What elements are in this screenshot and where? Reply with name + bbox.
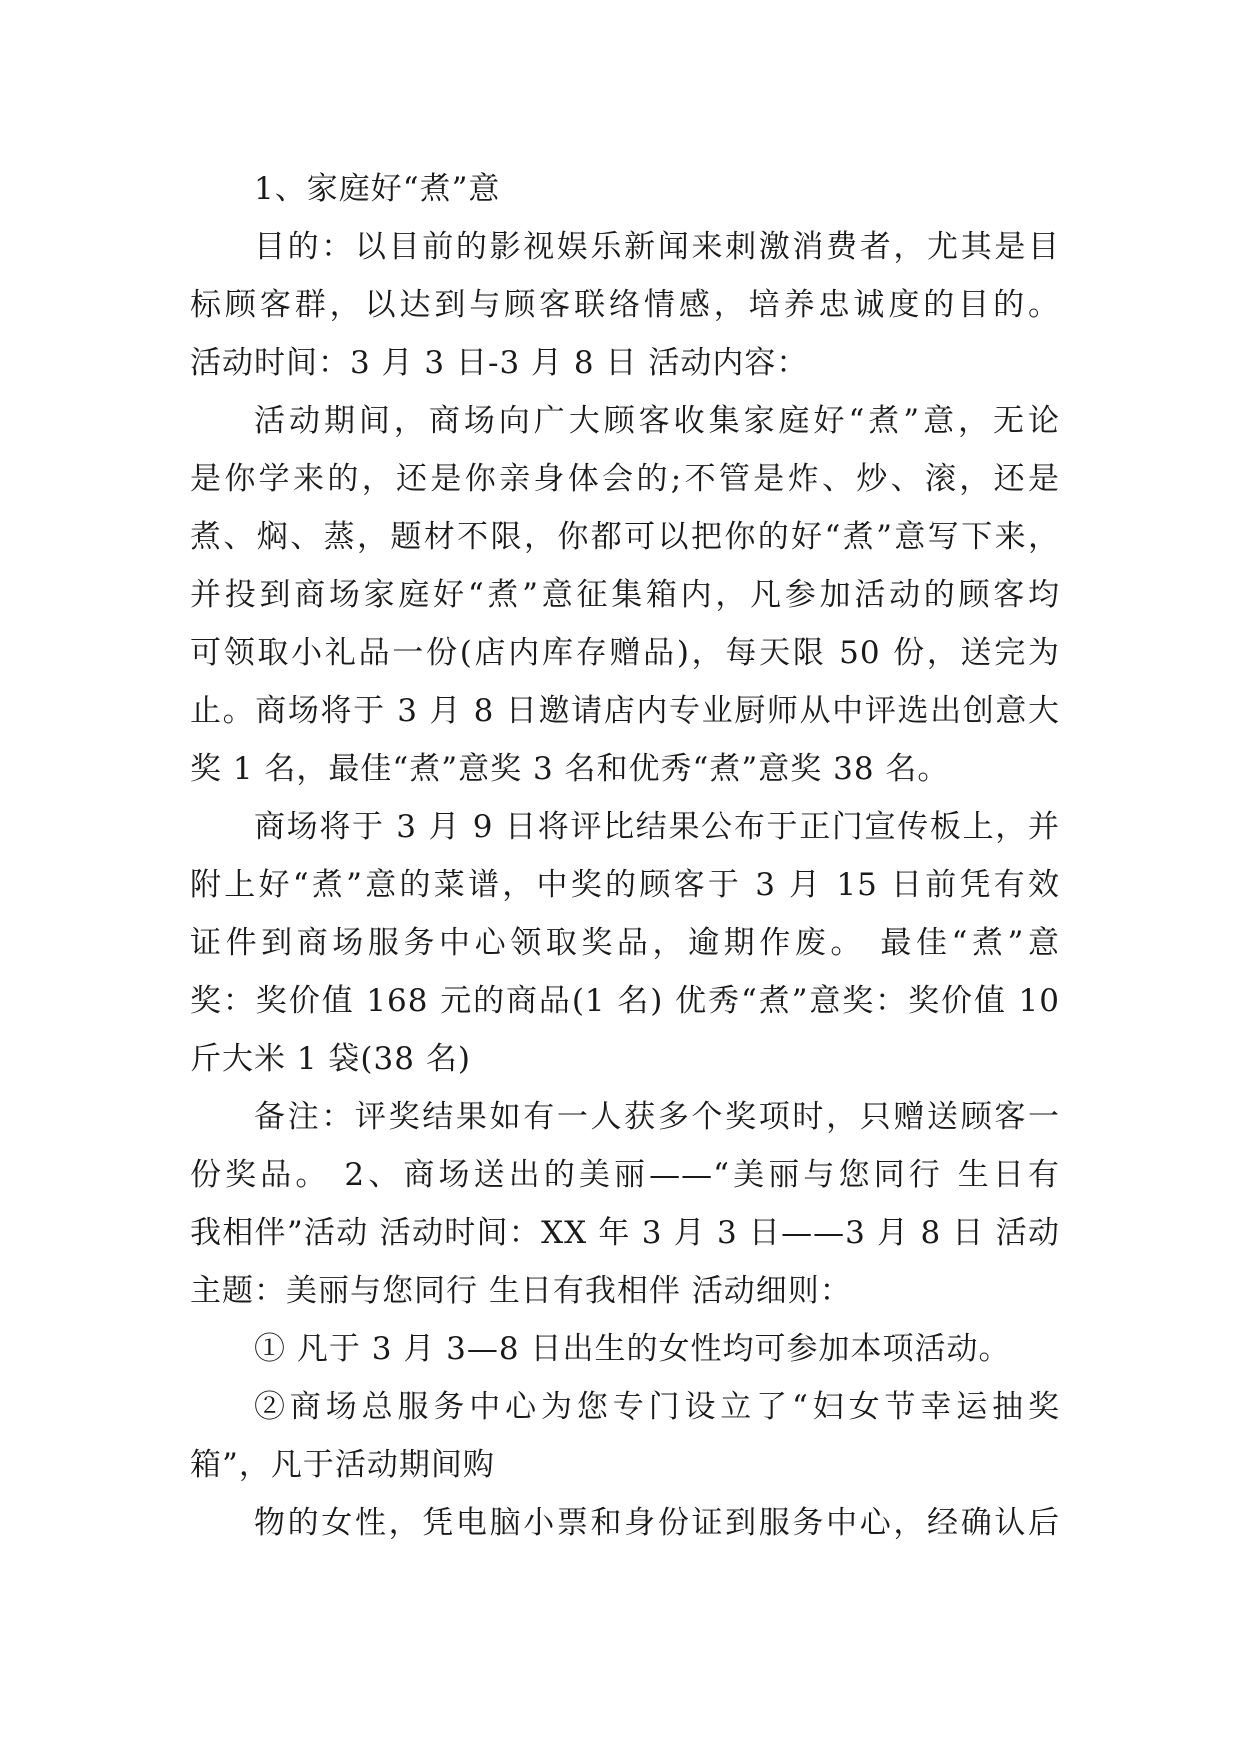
paragraph-line: 目的：以目前的影视娱乐新闻来刺激消费者，尤其是目: [254, 229, 1060, 265]
paragraph-line: ① 凡于 3 月 3—8 日出生的女性均可参加本项活动。: [254, 1331, 1011, 1367]
paragraph-line: 备注：评奖结果如有一人获多个奖项时，只赠送顾客一: [254, 1099, 1060, 1135]
paragraph-line: 活动期间，商场向广大顾客收集家庭好“煮”意，无论: [254, 403, 1060, 439]
paragraph-line: 我相伴”活动 活动时间：XX 年 3 月 3 日——3 月 8 日 活动: [190, 1215, 1060, 1251]
paragraph-line: 活动时间：3 月 3 日-3 月 8 日 活动内容：: [190, 345, 809, 381]
paragraph-line: 奖 1 名，最佳“煮”意奖 3 名和优秀“煮”意奖 38 名。: [190, 751, 950, 787]
paragraph-line: 可领取小礼品一份(店内库存赠品)，每天限 50 份，送完为: [190, 635, 1060, 671]
document-body: [190, 160, 1060, 1552]
paragraph-line: 是你学来的，还是你亲身体会的;不管是炸、炒、滚，还是: [190, 461, 1060, 497]
paragraph-line: 主题：美丽与您同行 生日有我相伴 活动细则：: [190, 1273, 852, 1309]
paragraph-line: 止。商场将于 3 月 8 日邀请店内专业厨师从中评选出创意大: [190, 693, 1060, 729]
paragraph-line: 箱”，凡于活动期间购: [190, 1447, 495, 1483]
section-heading: 1、家庭好“煮”意: [254, 171, 501, 207]
paragraph-line: 商场将于 3 月 9 日将评比结果公布于正门宣传板上，并: [254, 809, 1060, 845]
paragraph-line: 物的女性，凭电脑小票和身份证到服务中心，经确认后: [254, 1505, 1060, 1541]
paragraph-line: 并投到商场家庭好“煮”意征集箱内，凡参加活动的顾客均: [190, 577, 1060, 613]
paragraph-line: 份奖品。 2、商场送出的美丽——“美丽与您同行 生日有: [190, 1157, 1060, 1193]
paragraph-line: ②商场总服务中心为您专门设立了“妇女节幸运抽奖: [254, 1389, 1060, 1425]
paragraph-line: 证件到商场服务中心领取奖品，逾期作废。 最佳“煮”意: [190, 925, 1060, 961]
paragraph-line: 奖：奖价值 168 元的商品(1 名) 优秀“煮”意奖：奖价值 10: [190, 983, 1060, 1019]
paragraph-line: 煮、焖、蒸，题材不限，你都可以把你的好“煮”意写下来，: [190, 519, 1060, 555]
paragraph-line: 标顾客群，以达到与顾客联络情感，培养忠诚度的目的。: [190, 287, 1060, 323]
paragraph-line: 附上好“煮”意的菜谱，中奖的顾客于 3 月 15 日前凭有效: [190, 867, 1060, 903]
paragraph-line: 斤大米 1 袋(38 名): [190, 1041, 471, 1077]
